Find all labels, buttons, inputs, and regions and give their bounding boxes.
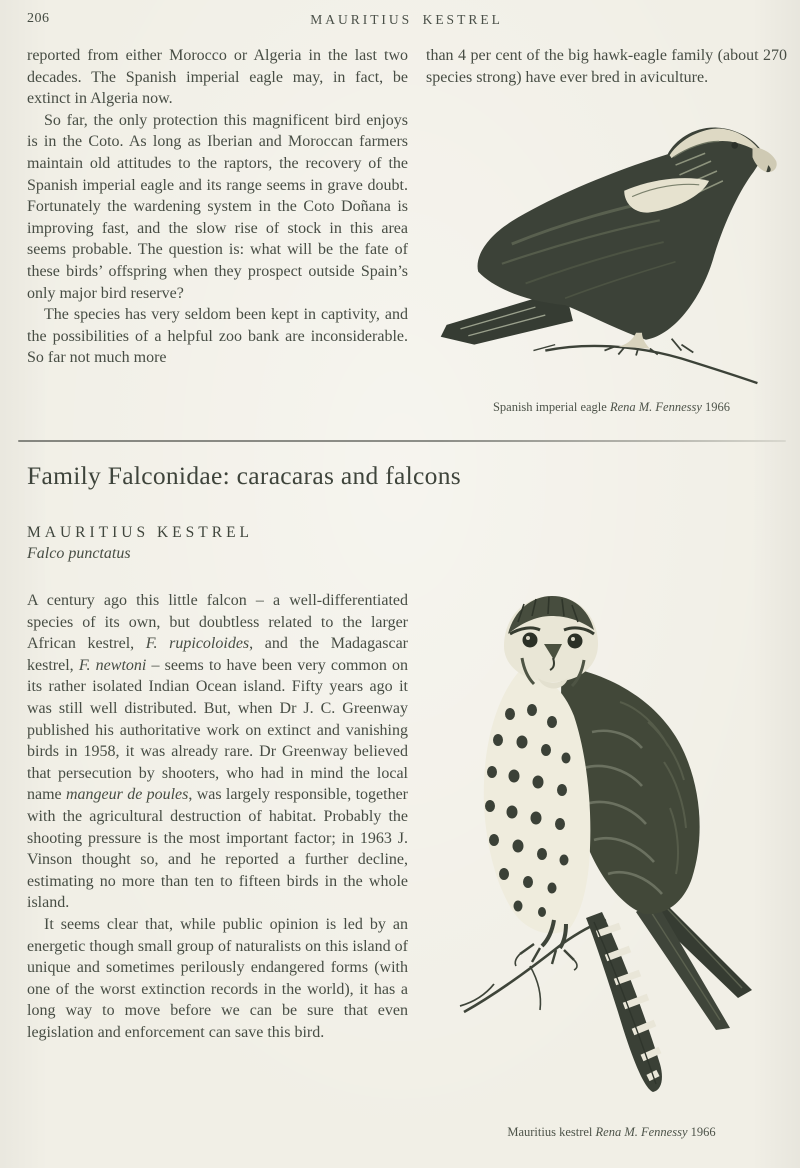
running-header-title: MAURITIUS KESTREL (310, 12, 503, 27)
kestrel-figure-caption: Mauritius kestrel Rena M. Fennessy 1966 (507, 1125, 716, 1139)
paragraph: than 4 per cent of the big hawk-eagle family (about 270 species strong) have ever bred in aviculture. (426, 47, 787, 86)
paragraph: So far, the only protection this magnificent bird enjoys is in the Coto. As long as Iberian and Moroccan farmers maintain old attitudes to the raptors, the recovery of the Spanish imperial eagle and its range seems in grave doubt. Fortunately the wardening system in the Coto Doñana is improving fast, and the slow rise of stock in this area seems probable. The question is: what will be the fate of these birds’ offspring when they prospect outside Spain’s only major bird reserve? (27, 111, 408, 302)
intro-right-column (426, 45, 787, 415)
species-latin-name: Falco punctatus (27, 545, 131, 562)
paragraph: The species has very seldom been kept in captivity, and the possibilities of a helpful zoo bank are inconsiderable. So far not much more (27, 306, 408, 367)
section-divider-rule (18, 440, 786, 442)
paragraph: It seems clear that, while public opinion is led by an energetic though small group of naturalists on this island of unique and sometimes perilously endangered forms (with one of the worst extinction records in the world), it has a long way to move before we can be sure that even legislation and enforcement can save this bird. (27, 915, 408, 1041)
main-columns (27, 590, 787, 1168)
eagle-figure-caption: Spanish imperial eagle Rena M. Fennessy 1966 (492, 400, 731, 415)
intro-left-column (27, 45, 408, 415)
spanish-imperial-eagle-illustration (417, 96, 792, 392)
main-left-column (27, 590, 408, 1168)
species-name-heading: MAURITIUS KESTREL (27, 524, 254, 541)
mauritius-kestrel-illustration (434, 582, 794, 1122)
family-section-heading: Family Falconidae: caracaras and falcons (27, 461, 461, 490)
page-number: 206 (27, 11, 50, 26)
paragraph: A century ago this little falcon – a well-differentiated species of its own, but doubtless related to the larger African kestrel, F. rupicoloides, and the Madagascar kestrel, F. newtoni – seems to have been very common on its rather isolated Indian Ocean island. Fifty years ago it was still well distributed. But, when Dr J. C. Greenway published his authoritative work on extinct and vanishing birds in 1958, it was already rare. Dr Greenway believed that persecution by shooters, who had in mind the local name mangeur de poules, was largely responsible, together with the agricultural destruction of habitat. Probably the shooting pressure is the most important factor; in 1963 J. Vinson thought so, and he reported a further decline, estimating no more than ten to fifteen birds in the whole island. (27, 592, 409, 912)
species-heading-block (27, 524, 253, 563)
intro-columns (27, 45, 787, 415)
main-right-column (426, 590, 787, 1168)
paragraph: reported from either Morocco or Algeria in the last two decades. The Spanish imperial eagle may, in fact, be extinct in Algeria now. (27, 47, 408, 108)
